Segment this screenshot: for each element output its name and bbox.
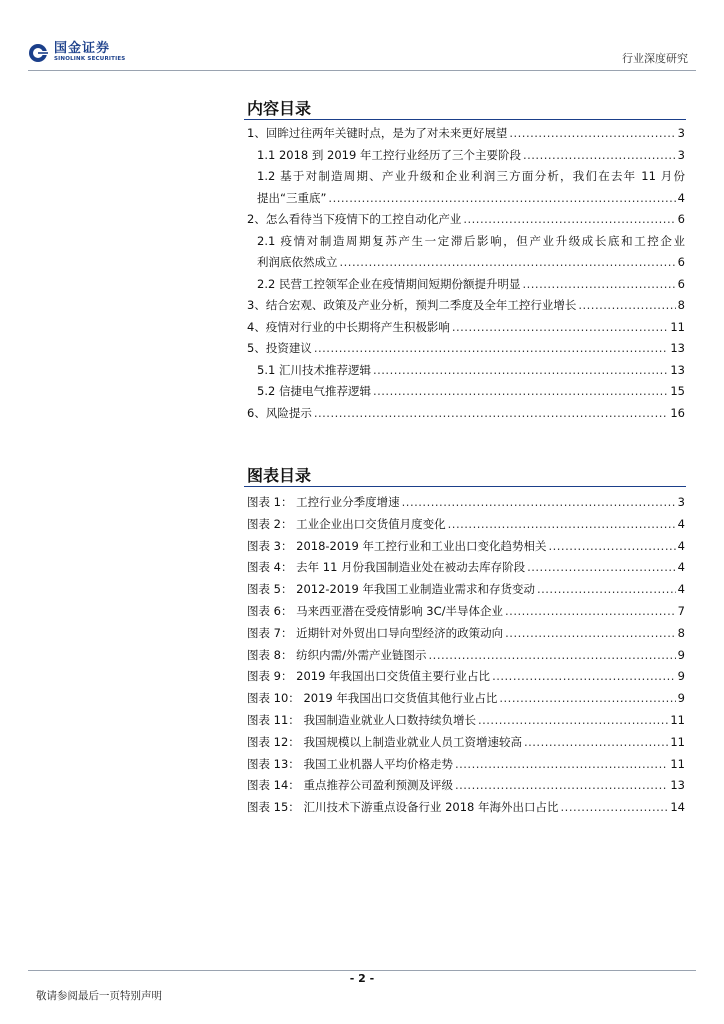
leader-dots [548,536,675,558]
list-of-figures [247,492,685,819]
contents-title-underline [244,119,686,120]
toc-page-number: 3 [677,147,685,162]
figure-entry[interactable] [247,514,685,536]
toc-entry-text: 5.2 信捷电气推荐逻辑 [257,384,371,398]
figure-entry-text: 图表 5： 2012-2019 年我国工业制造业需求和存货变动 [247,582,535,597]
toc-entry-text: 6、风险提示 [247,405,312,420]
toc-page-number: 11 [670,319,685,334]
toc-entry[interactable] [247,403,685,425]
leader-dots [499,688,675,710]
leader-dots [492,666,676,688]
figure-page-number: 4 [677,516,685,531]
table-of-contents [247,123,685,424]
figure-entry-text: 图表 6： 马来西亚潜在受疫情影响 3C/半导体企业 [247,603,504,618]
page-header [0,0,724,72]
figure-page-number: 4 [677,538,685,553]
figure-entry-text: 图表 14： 重点推荐公司盈利预测及评级 [247,778,453,793]
toc-entry[interactable] [247,123,685,145]
figure-page-number: 13 [670,778,685,793]
figure-entry[interactable] [247,492,685,514]
leader-dots [478,710,668,732]
leader-dots [522,274,675,296]
toc-entry[interactable] [247,231,685,274]
toc-page-number: 13 [670,362,685,377]
leader-dots [537,579,676,601]
toc-entry-text: 2、怎么看待当下疫情下的工控自动化产业 [247,212,462,226]
figure-page-number: 9 [677,669,685,684]
toc-entry[interactable] [247,317,685,339]
toc-entry[interactable] [247,381,685,403]
figure-page-number: 9 [677,647,685,662]
logo-english-name: SINOLINK SECURITIES [54,56,126,62]
company-logo [28,42,125,63]
toc-entry-text: 3、结合宏观、政策及产业分析，预判二季度及全年工控行业增长 [247,298,577,312]
figure-entry[interactable] [247,797,685,819]
figure-page-number: 4 [677,560,685,575]
figure-entry[interactable] [247,579,685,601]
toc-entry-text: 5、投资建议 [247,341,312,355]
leader-dots [448,514,676,536]
figure-entry[interactable] [247,688,685,710]
toc-page-number: 6 [677,212,685,226]
leader-dots [524,732,668,754]
logo-chinese-name: 国金证券 [54,41,111,56]
toc-page-number: 4 [677,190,685,205]
figure-entry-text: 图表 7： 近期针对外贸出口导向型经济的政策动向 [247,625,504,640]
figure-entry-text: 图表 12： 我国规模以上制造业就业人员工资增速较高 [247,734,522,749]
leader-dots [455,754,668,776]
toc-page-number: 3 [677,126,685,140]
figure-entry-text: 图表 1： 工控行业分季度增速 [247,495,400,509]
leader-dots [527,557,676,579]
header-divider [28,70,696,71]
toc-page-number: 6 [677,255,685,269]
toc-entry-text-line1: 1.2 基于对制造周期、产业升级和企业利润三方面分析，我们在去年 11 月份 [257,169,685,183]
figure-entry-text: 图表 15： 汇川技术下游重点设备行业 2018 年海外出口占比 [247,800,559,815]
figure-entry-text: 图表 4： 去年 11 月份我国制造业处在被动去库存阶段 [247,560,526,575]
toc-page-number: 16 [670,405,685,420]
toc-entry-text: 1.1 2018 到 2019 年工控行业经历了三个主要阶段 [257,147,521,162]
figure-entry[interactable] [247,666,685,688]
toc-entry[interactable] [247,209,685,231]
figures-title: 图表目录 [247,466,312,485]
toc-entry[interactable] [247,145,685,167]
figure-page-number: 3 [677,495,685,509]
toc-entry[interactable] [247,274,685,296]
toc-page-number: 13 [670,341,685,355]
document-type: 行业深度研究 [622,52,688,65]
figures-title-underline [244,486,686,487]
figure-page-number: 4 [677,582,685,597]
leader-dots [314,338,669,360]
figure-entry[interactable] [247,775,685,797]
leader-dots [561,797,669,819]
figure-entry-text: 图表 2： 工业企业出口交货值月度变化 [247,516,446,531]
figure-entry-text: 图表 10： 2019 年我国出口交货值其他行业占比 [247,691,498,706]
toc-entry-text: 利润底依然成立 [257,255,338,269]
toc-entry[interactable] [247,360,685,382]
figure-page-number: 11 [670,712,685,727]
leader-dots [328,188,675,210]
page-number: - 2 - [349,972,375,985]
leader-dots [505,623,676,645]
leader-dots [505,601,676,623]
toc-entry-text: 5.1 汇川技术推荐逻辑 [257,362,371,377]
leader-dots [373,360,668,382]
leader-dots [340,252,676,274]
figure-page-number: 11 [670,734,685,749]
figure-entry-text: 图表 13： 我国工业机器人平均价格走势 [247,756,453,771]
sinolink-logo-icon [28,43,48,63]
figure-entry-text: 图表 11： 我国制造业就业人口数持续负增长 [247,712,476,727]
figure-entry-text: 图表 8： 纺织内需/外需产业链图示 [247,647,427,662]
leader-dots [509,123,675,145]
toc-entry-text: 4、疫情对行业的中长期将产生积极影响 [247,319,450,334]
toc-entry[interactable] [247,166,685,209]
figure-entry[interactable] [247,710,685,732]
leader-dots [373,381,668,403]
leader-dots [463,209,675,231]
toc-entry-text: 2.2 民营工控领军企业在疫情期间短期份额提升明显 [257,276,521,291]
figure-page-number: 9 [677,691,685,706]
figure-entry[interactable] [247,601,685,623]
figure-entry[interactable] [247,536,685,558]
toc-page-number: 8 [677,298,685,312]
figure-entry[interactable] [247,732,685,754]
leader-dots [452,317,669,339]
toc-entry[interactable] [247,338,685,360]
figure-entry[interactable] [247,557,685,579]
figure-entry[interactable] [247,623,685,645]
figure-entry[interactable] [247,645,685,667]
leader-dots [429,645,676,667]
footer-divider [28,970,696,971]
toc-entry-text: 提出“三重底” [257,190,327,205]
figure-entry-text: 图表 9： 2019 年我国出口交货值主要行业占比 [247,669,491,684]
figure-entry-text: 图表 3： 2018-2019 年工控行业和工业出口变化趋势相关 [247,538,547,553]
leader-dots [402,492,676,514]
leader-dots [523,145,676,167]
figure-page-number: 11 [670,756,685,771]
figure-page-number: 14 [670,800,685,815]
figure-page-number: 8 [677,625,685,640]
toc-entry[interactable] [247,295,685,317]
toc-page-number: 6 [677,276,685,291]
leader-dots [455,775,668,797]
leader-dots [578,295,675,317]
figure-entry[interactable] [247,754,685,776]
disclaimer-note: 敬请参阅最后一页特别声明 [36,990,162,1002]
leader-dots [314,403,669,425]
contents-title: 内容目录 [247,99,312,118]
toc-page-number: 15 [670,384,685,398]
toc-entry-text-line1: 2.1 疫情对制造周期复苏产生一定滞后影响，但产业升级成长底和工控企业 [257,233,685,248]
toc-entry-text: 1、回眸过往两年关键时点，是为了对未来更好展望 [247,126,508,140]
figure-page-number: 7 [677,603,685,618]
